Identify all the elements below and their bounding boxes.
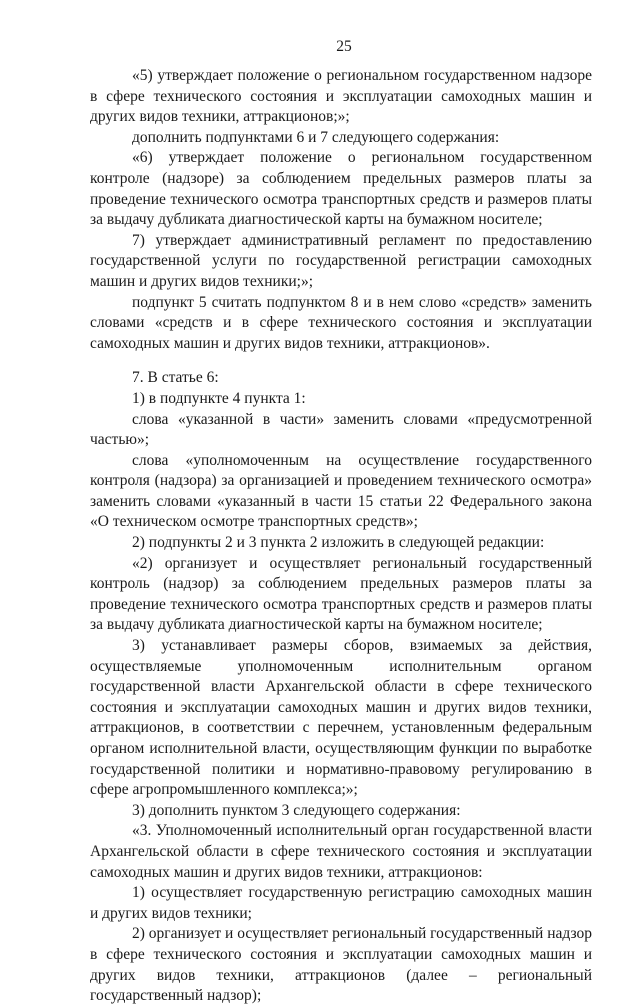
paragraph-item-7: 7) утверждает административный регламент по предоставлению государственной услуги по государственной регистрации самоходных машин и других видов техники;»; [90, 231, 592, 290]
paragraph-point-3: «3. Уполномоченный исполнительный орган государственной власти Архангельской области в сфере технического состояния и эксплуатации самоходных машин и других видов техники, аттракционов: [90, 822, 592, 881]
page-number: 25 [336, 38, 352, 55]
paragraph-point-3-item-2: 2) организует и осуществляет региональный государственный надзор в сфере технического состояния и эксплуатации самоходных машин и других видов техники, аттракционов (далее – региональный государственный надзор); [90, 925, 592, 1005]
paragraph-new-item-2: «2) организует и осуществляет региональный государственный контроль (надзор) за соблюдением предельных размеров платы за проведение технического осмотра транспортных средств и размеров платы за выдачу дубликата диагностической карты на бумажном носителе; [90, 554, 592, 634]
paragraph-words-replace-1: слова «указанной в части» заменить словами «предусмотренной частью»; [90, 410, 592, 449]
paragraph-new-item-3: 3) устанавливает размеры сборов, взимаемых за действия, осуществляемые уполномоченным исполнительным органом государственной власти Архангельской области в сфере технического состояния и эксплуатации самоходных машин и других видов техники, аттракционов, в соответствии с перечнем, установленным федеральным органом исполнительной власти, осуществляющим функции по выработке государственной политики и нормативно-правовому регулированию в сфере агропромышленного комплекса;»; [90, 637, 592, 799]
paragraph-add-items: дополнить подпунктами 6 и 7 следующего содержания: [132, 128, 500, 146]
paragraph-item-5: «5) утверждает положение о региональном государственном надзоре в сфере технического состояния и эксплуатации самоходных машин и других видов техники, аттракционов;»; [90, 67, 592, 126]
paragraph-subitem-4: 1) в подпункте 4 пункта 1: [132, 389, 306, 407]
paragraph-words-replace-2: слова «уполномоченным на осуществление государственного контроля (надзора) за организацией и проведением технического осмотра» заменить словами «указанный в части 15 статьи 22 Федерального закона «О техническом осмотре транспортных средств»; [90, 451, 592, 531]
paragraph-point-3-item-1: 1) осуществляет государственную регистрацию самоходных машин и других видов техники; [90, 884, 592, 922]
paragraph-items-2-3: 2) подпункты 2 и 3 пункта 2 изложить в следующей редакции: [132, 534, 545, 552]
section-gap [90, 354, 592, 368]
section-heading-article-6: 7. В статье 6: [132, 369, 219, 387]
paragraph-item-6: «6) утверждает положение о региональном государственном контроле (надзоре) за соблюдением предельных размеров платы за проведение технического осмотра транспортных средств и размеров платы за выдачу дубликата диагностической карты на бумажном носителе; [90, 149, 592, 229]
paragraph-add-point-3: 3) дополнить пунктом 3 следующего содержания: [132, 801, 461, 819]
paragraph-item-5-renumber: подпункт 5 считать подпунктом 8 и в нем слово «средств» заменить словами «средств и в сфере технического состояния и эксплуатации самоходных машин и других видов техники, аттракционов». [90, 293, 592, 352]
